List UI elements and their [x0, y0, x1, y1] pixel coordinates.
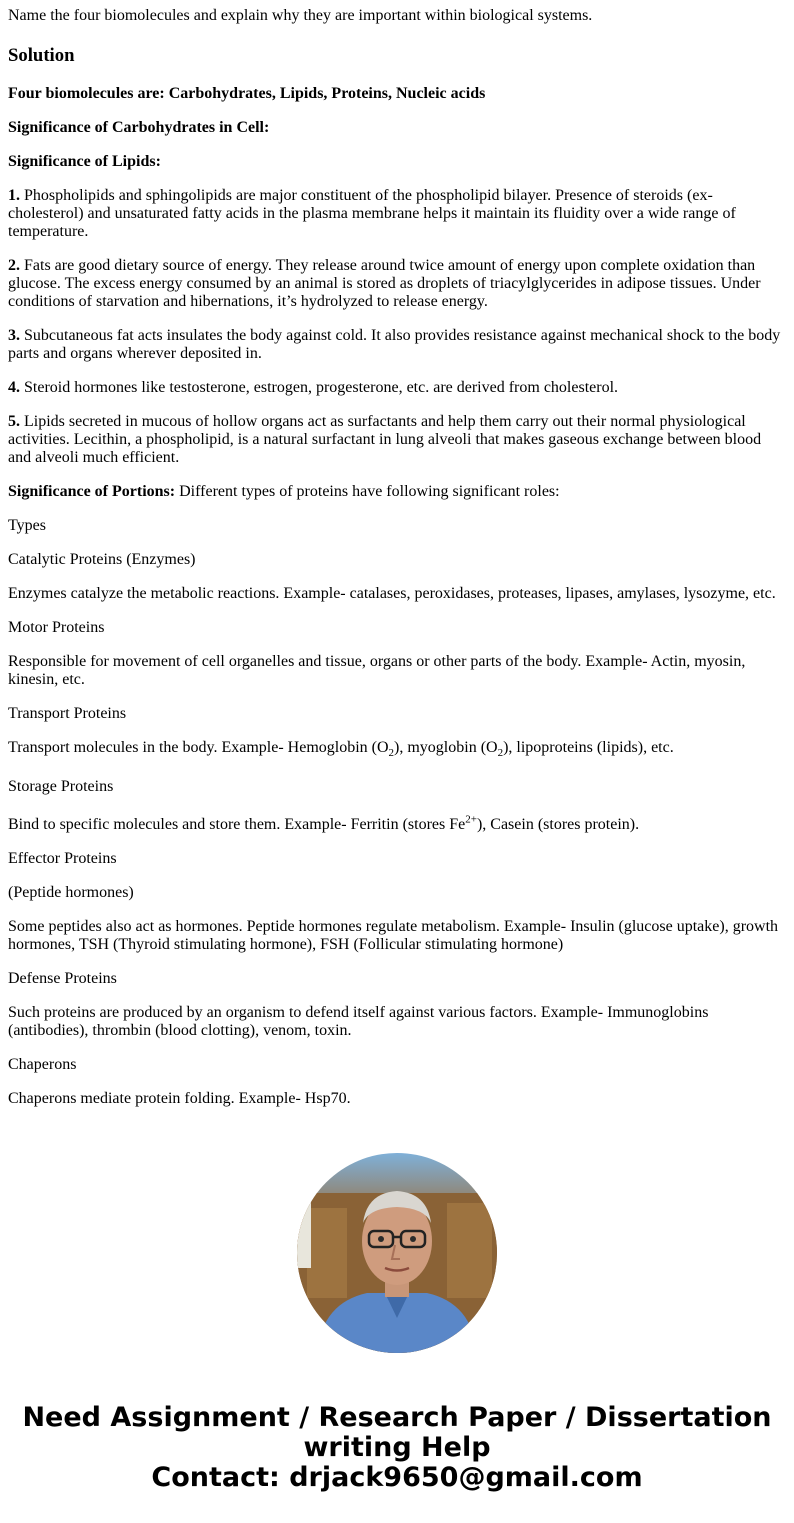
transport-desc: Transport molecules in the body. Example- Hemoglobin $(O_2)$, myoglobin $(O_2)$, lipoproteins (lipids), etc. — [8, 739, 674, 760]
effector-desc: Some peptides also act as hormones. Peptide hormones regulate metabolism. Example- Insulin (glucose uptake), growth hormones, TSH (Thyroid stimulating hormone), FSH (Follicular stimulating hormone) — [8, 918, 779, 953]
motor-desc: Responsible for movement of cell organelles and tissue, organs or other parts of the body. Example- Actin, myosin, kinesin, etc. — [8, 653, 746, 688]
solution-heading: Solution — [8, 45, 75, 66]
banner-line-1: Need Assignment / Research Paper / Dissertation — [22, 1402, 772, 1433]
defense-desc: Such proteins are produced by an organism to defend itself against various factors. Example- Immunoglobins (antibodies), thrombin (blood clotting), venom, toxin. — [8, 1004, 709, 1039]
transport-title: Transport Proteins — [8, 705, 127, 722]
author-portrait-icon — [297, 1153, 497, 1353]
storage-title: Storage Proteins — [8, 778, 114, 795]
types-label: Types — [8, 517, 46, 534]
chaperons-title: Chaperons — [8, 1056, 77, 1073]
banner-contact: Contact: drjack9650@gmail.com — [151, 1462, 643, 1493]
lipid-point-5: 5. Lipids secreted in mucous of hollow organs act as surfactants and help them carry out their normal physiological activities. Lecithin, a phospholipid, is a natural surfactant in lung alveoli that makes gaseous exchange between blood and alveoli much efficient. — [8, 413, 762, 466]
lipid-point-3: 3. Subcutaneous fat acts insulates the body against cold. It also provides resistance against mechanical shock to the body parts and organs wherever deposited in. — [8, 327, 781, 362]
effector-subtitle: (Peptide hormones) — [8, 884, 134, 901]
motor-title: Motor Proteins — [8, 619, 105, 636]
lipid-point-1: 1. Phospholipids and sphingolipids are major constituent of the phospholipid bilayer. Presence of steroids (ex-cholesterol) and unsaturated fatty acids in the plasma membrane helps it maintain its fluidity over a wide range of temperature. — [8, 187, 736, 240]
lipids-heading: Significance of Lipids: — [8, 153, 161, 170]
assignment-help-banner — [0, 1403, 794, 1493]
catalytic-desc: Enzymes catalyze the metabolic reactions. Example- catalases, peroxidases, proteases, lipases, amylases, lysozyme, etc. — [8, 585, 776, 602]
chaperons-desc: Chaperons mediate protein folding. Example- Hsp70. — [8, 1090, 351, 1107]
storage-desc: Bind to specific molecules and store them. Example- Ferritin (stores $Fe^{2+}$), Casein (stores protein). — [8, 813, 640, 833]
proteins-heading: Significance of Portions: Different types of proteins have following significant roles: — [8, 483, 560, 500]
carbohydrates-heading: Significance of Carbohydrates in Cell: — [8, 119, 270, 136]
defense-title: Defense Proteins — [8, 970, 117, 987]
four-biomolecules-line: Four biomolecules are: Carbohydrates, Lipids, Proteins, Nucleic acids — [8, 85, 486, 102]
question-text: Name the four biomolecules and explain why they are important within biological systems. — [8, 7, 593, 24]
banner-line-2: writing Help — [303, 1432, 491, 1463]
effector-title: Effector Proteins — [8, 850, 117, 867]
catalytic-title: Catalytic Proteins (Enzymes) — [8, 551, 196, 568]
lipid-point-2: 2. Fats are good dietary source of energy. They release around twice amount of energy upon complete oxidation than glucose. The excess energy consumed by an animal is stored as droplets of triacylglycerides in adipose tissues. Under conditions of starvation and hibernations, it’s hydrolyzed to release energy. — [8, 257, 761, 310]
author-avatar — [297, 1153, 497, 1353]
lipid-point-4: 4. Steroid hormones like testosterone, estrogen, progesterone, etc. are derived from cholesterol. — [8, 379, 619, 396]
